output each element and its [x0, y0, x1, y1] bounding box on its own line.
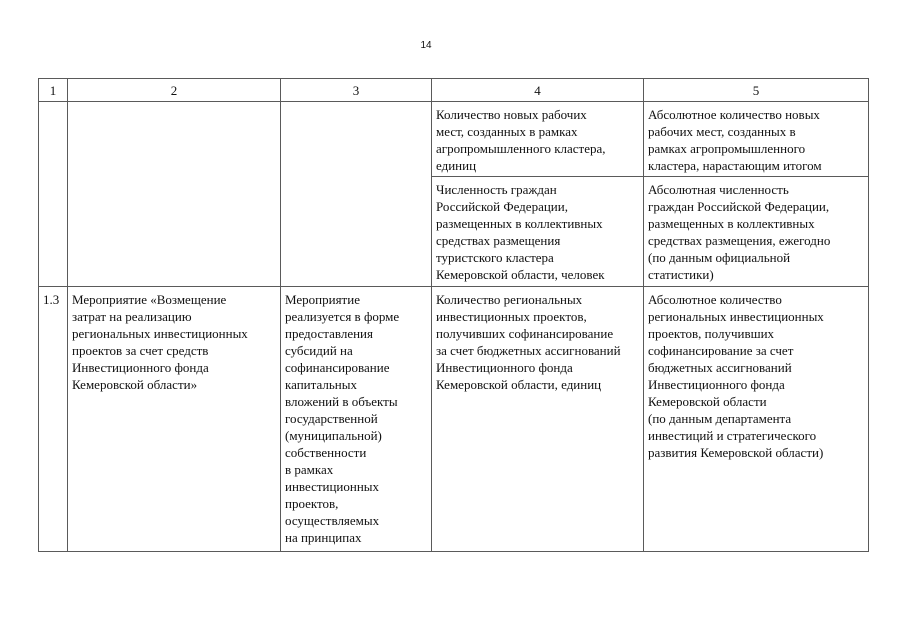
row-number-cell	[39, 102, 68, 287]
measure-description-cell	[281, 102, 432, 287]
calculation-method-cell: Абсолютное количество новых рабочих мест, созданных в рамках агропромышленного кластера, нарастающим итогом	[644, 102, 869, 177]
measure-name-cell: Мероприятие «Возмещение затрат на реализацию региональных инвестиционных проектов за счет средств Инвестиционного фонда Кемеровской области»	[68, 287, 281, 552]
measures-table	[38, 78, 869, 552]
row-number-cell: 1.3	[39, 287, 68, 552]
calculation-method-cell: Абсолютная численность граждан Российской Федерации, размещенных в коллективных средствах размещения, ежегодно (по данным официальной статистики)	[644, 177, 869, 287]
page-number: 14	[420, 40, 432, 51]
table-header-row	[39, 79, 869, 102]
indicator-cell: Количество новых рабочих мест, созданных в рамках агропромышленного кластера, единиц	[432, 102, 644, 177]
calculation-method-cell: Абсолютное количество региональных инвестиционных проектов, получивших софинансирование за счет бюджетных ассигнований Инвестиционного фонда Кемеровской области (по данным департамента инвестиций и стратегического развития Кемеровской области)	[644, 287, 869, 552]
measure-description-cell: Мероприятие реализуется в форме предоставления субсидий на софинансирование капитальных вложений в объекты государственной (муниципальной) собственности в рамках инвестиционных проектов, осуществляемых на принципах	[281, 287, 432, 552]
header-cell-1: 1	[39, 79, 68, 102]
table-row	[39, 287, 869, 552]
indicator-cell: Количество региональных инвестиционных проектов, получивших софинансирование за счет бюджетных ассигнований Инвестиционного фонда Кемеровской области, единиц	[432, 287, 644, 552]
header-cell-3: 3	[281, 79, 432, 102]
header-cell-2: 2	[68, 79, 281, 102]
header-cell-4: 4	[432, 79, 644, 102]
header-cell-5: 5	[644, 79, 869, 102]
measure-name-cell	[68, 102, 281, 287]
table-row	[39, 102, 869, 177]
indicator-cell: Численность граждан Российской Федерации, размещенных в коллективных средствах размещения туристского кластера Кемеровской области, человек	[432, 177, 644, 287]
